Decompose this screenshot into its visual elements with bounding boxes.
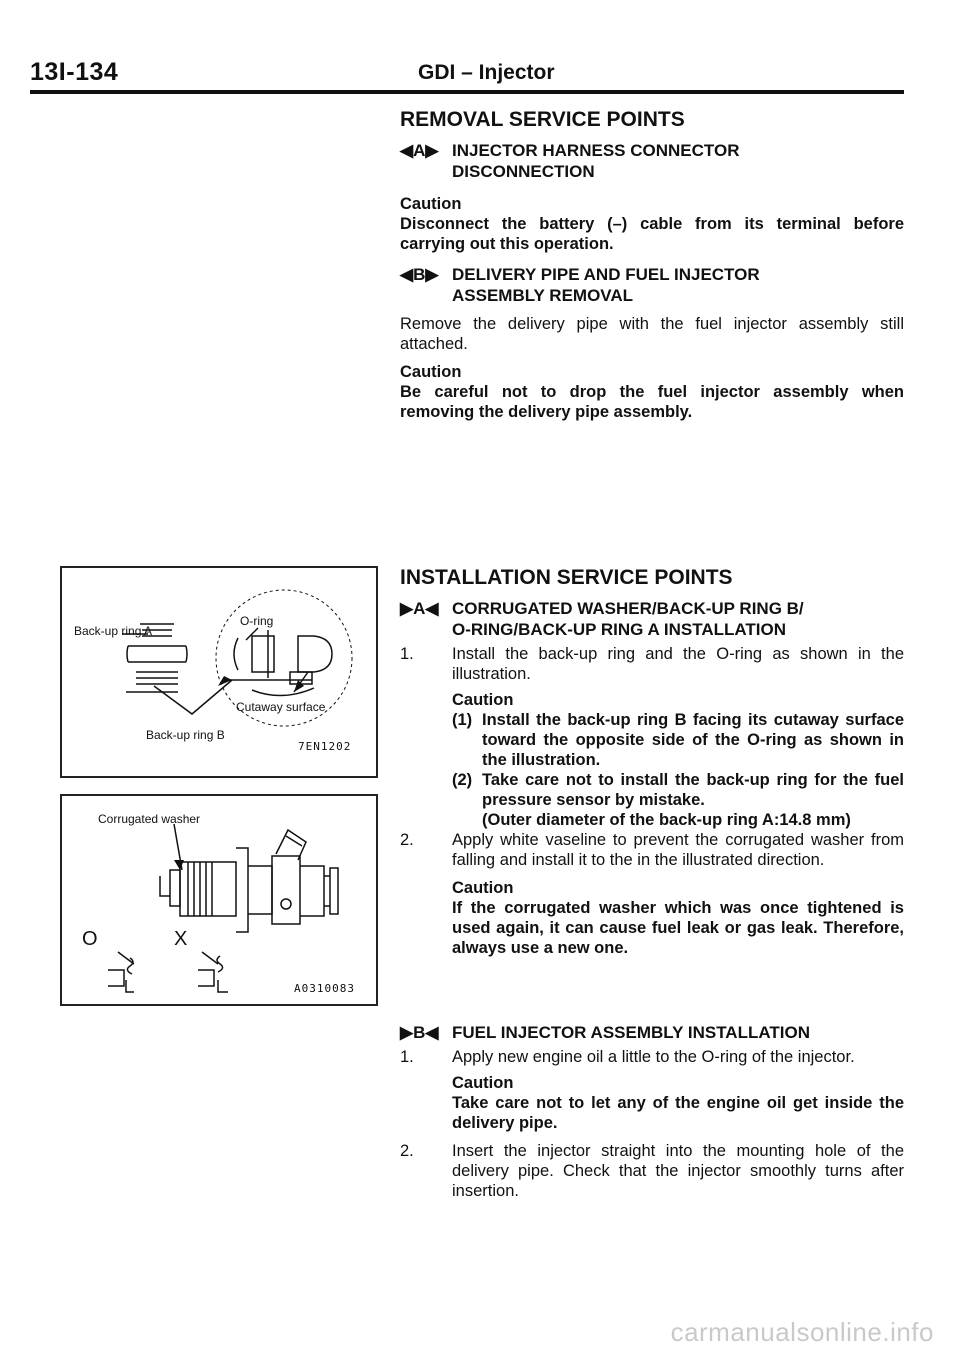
page-title: GDI – Injector — [418, 61, 555, 84]
installation-a-caution2-label: Caution — [452, 879, 514, 897]
label-backup-ring-b: Back-up ring B — [146, 728, 225, 742]
page-number: 13I-134 — [30, 58, 119, 86]
installation-a-title: ▶A◀ CORRUGATED WASHER/BACK-UP RING B/ O-RING/BACK-UP RING A INSTALLATION — [400, 599, 804, 639]
figure2-code: A0310083 — [294, 982, 355, 995]
label-correct: O — [82, 928, 98, 950]
installation-b-caution-text: Take care not to let any of the engine oil get inside the delivery pipe. — [452, 1094, 904, 1132]
label-incorrect: X — [174, 928, 188, 950]
watermark: carmanualsonline.info — [670, 1317, 934, 1347]
installation-a-step1: 1. Install the back-up ring and the O-ring as shown in the illustration. — [400, 645, 904, 683]
label-corrugated-washer: Corrugated washer — [98, 812, 201, 826]
installation-b-mark: ▶B◀ — [400, 1023, 439, 1042]
installation-a-caution2-text: If the corrugated washer which was once tightened is used again, it can cause fuel leak or gas leak. Therefore, always use a new one. — [452, 899, 904, 957]
removal-b-caution-text: Be careful not to drop the fuel injector assembly when removing the delivery pipe assembly. — [400, 383, 904, 421]
installation-b-step2: 2. Insert the injector straight into the mounting hole of the delivery pipe. Check that the injector smoothly turns after insertion. — [400, 1142, 904, 1200]
label-backup-ring-a: Back-up ring A — [74, 624, 153, 638]
installation-b-caution-label: Caution — [452, 1074, 514, 1092]
installation-b-title: ▶B◀ FUEL INJECTOR ASSEMBLY INSTALLATION — [400, 1023, 810, 1042]
installation-a-step2: 2. Apply white vaseline to prevent the corrugated washer from falling and install it to the in the illustrated direction. — [400, 831, 904, 869]
installation-b-section — [400, 1022, 904, 1201]
removal-heading: REMOVAL SERVICE POINTS — [400, 108, 685, 131]
removal-a-mark: ◀A▶ — [400, 141, 439, 160]
removal-a-caution-label: Caution — [400, 195, 462, 213]
removal-b-mark: ◀B▶ — [400, 265, 439, 284]
removal-section — [400, 108, 904, 422]
removal-a-title: ◀A▶ INJECTOR HARNESS CONNECTOR DISCONNECTION — [400, 141, 740, 181]
header-rule — [30, 90, 904, 94]
removal-b-body: Remove the delivery pipe with the fuel injector assembly still attached. — [400, 315, 904, 353]
figure1-code: 7EN1202 — [298, 740, 352, 753]
washer-figure — [60, 794, 378, 1006]
installation-a-mark: ▶A◀ — [400, 599, 439, 618]
label-cutaway-surface: Cutaway surface — [236, 700, 326, 714]
page-header — [30, 58, 904, 92]
removal-a-caution-text: Disconnect the battery (–) cable from its terminal before carrying out this operation. — [400, 215, 904, 253]
installation-b-step1: 1. Apply new engine oil a little to the O-ring of the injector. — [400, 1048, 855, 1066]
removal-b-title: ◀B▶ DELIVERY PIPE AND FUEL INJECTOR ASSEMBLY REMOVAL — [400, 265, 760, 305]
installation-a-caution-1: (1) Install the back-up ring B facing its cutaway surface toward the opposite side of the O-ring as shown in the illustration. — [452, 711, 904, 769]
removal-b-caution-label: Caution — [400, 363, 462, 381]
installation-a-caution-2: (2) Take care not to install the back-up ring for the fuel pressure sensor by mistake. (Outer diameter of the back-up ring A:14.8 mm) — [452, 771, 904, 829]
installation-heading: INSTALLATION SERVICE POINTS — [400, 566, 733, 589]
installation-section — [400, 566, 904, 958]
label-oring: O-ring — [240, 614, 274, 628]
oring-figure — [60, 566, 378, 778]
installation-a-caution-label: Caution — [452, 691, 514, 709]
injector-illustration — [62, 796, 376, 1004]
